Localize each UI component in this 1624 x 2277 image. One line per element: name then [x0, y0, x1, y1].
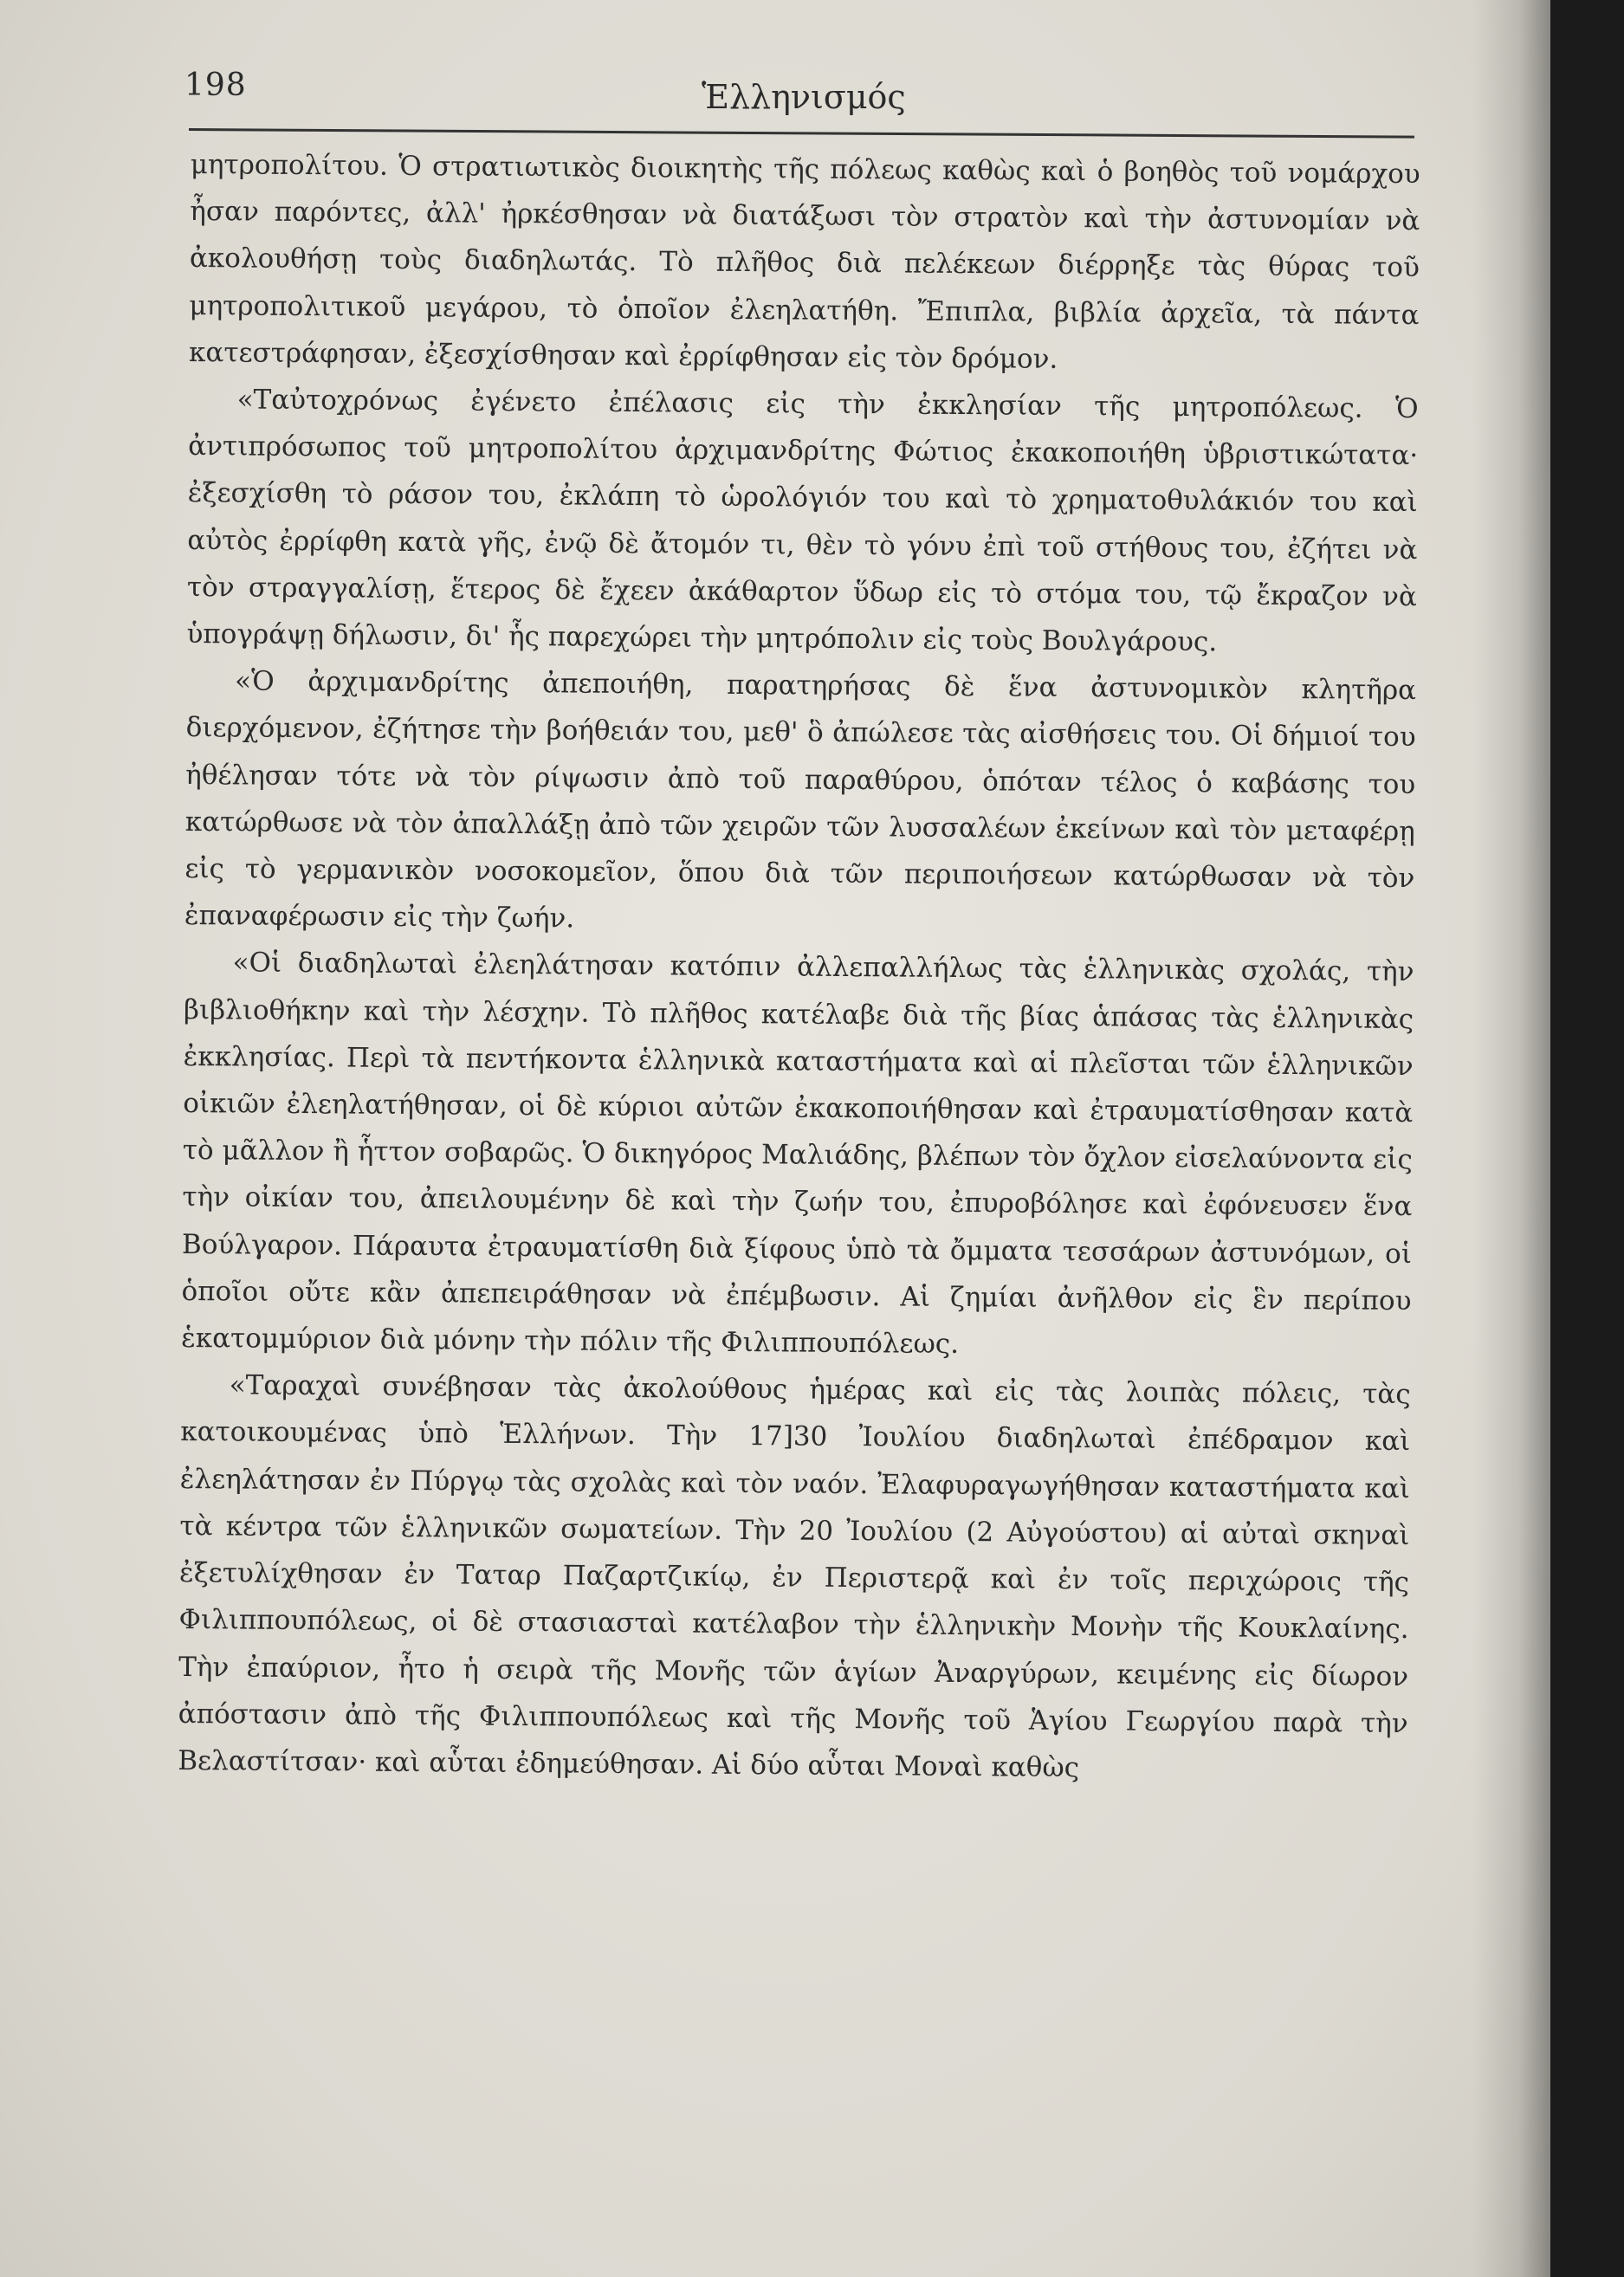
paragraph: μητροπολίτου. Ὁ στρατιωτικὸς διοικητὴς τῆς πόλεως καθὼς καὶ ὁ βοηθὸς τοῦ νομάρχου ἦσαν παρόντες, ἀλλ' ἠρκέσθησαν νὰ διατάξωσι τὸν στρατὸν καὶ τὴν ἀστυνομίαν νὰ ἀκολουθήσῃ τοὺς διαδηλωτάς. Τὸ πλῆθος διὰ πελέκεων διέρρηξε τὰς θύρας τοῦ μητροπολιτικοῦ μεγάρου, τὸ ὁποῖον ἐλεηλατήθη. Ἔπιπλα, βιβλία ἀρχεῖα, τὰ πάντα κατεστράφησαν, ἐξεσχίσθησαν καὶ ἐρρίφθησαν εἰς τὸν δρόμον. [188, 148, 1420, 375]
paragraph: «Ὁ ἀρχιμανδρίτης ἀπεποιήθη, παρατηρήσας δὲ ἕνα ἀστυνομικὸν κλητῆρα διερχόμενον, ἐζήτησε τὴν βοήθειάν του, μεθ' ὃ ἀπώλεσε τὰς αἰσθήσεις του. Οἱ δήμιοί του ἠθέλησαν τότε νὰ τὸν ρίψωσιν ἀπὸ τοῦ παραθύρου, ὁπόταν τέλος ὁ καβάσης του κατώρθωσε νὰ τὸν ἀπαλλάξῃ ἀπὸ τῶν χειρῶν τῶν λυσσαλέων ἐκείνων καὶ τὸν μεταφέρῃ εἰς τὸ γερμανικὸν νοσοκομεῖον, ὅπου διὰ τῶν περιποιήσεων κατώρθωσαν νὰ τὸν ἐπαναφέρωσιν εἰς τὴν ζωήν. [184, 665, 1417, 935]
paragraph: «Οἱ διαδηλωταὶ ἐλεηλάτησαν κατόπιν ἀλλεπαλλήλως τὰς ἑλληνικὰς σχολάς, τὴν βιβλιοθήκην καὶ τὴν λέσχην. Τὸ πλῆθος κατέλαβε διὰ τῆς βίας ἁπάσας τὰς ἑλληνικὰς ἐκκλησίας. Περὶ τὰ πεντήκοντα ἑλληνικὰ καταστήματα καὶ αἱ πλεῖσται τῶν ἑλληνικῶν οἰκιῶν ἐλεηλατήθησαν, οἱ δὲ κύριοι αὐτῶν ἐκακοποιήθησαν καὶ ἐτραυματίσθησαν κατὰ τὸ μᾶλλον ἢ ἧττον σοβαρῶς. Ὁ δικηγόρος Μαλιάδης, βλέπων τὸν ὄχλον εἰσελαύνοντα εἰς τὴν οἰκίαν του, ἀπειλουμένην δὲ καὶ τὴν ζωήν του, ἐπυροβόλησε καὶ ἐφόνευσεν ἕνα Βούλγαρον. Πάραυτα ἐτραυματίσθη διὰ ξίφους ὑπὸ τὰ ὄμματα τεσσάρων ἀστυνόμων, οἱ ὁποῖοι οὔτε κἂν ἀπεπειράθησαν νὰ ἐπέμβωσιν. Αἱ ζημίαι ἀνῆλθον εἰς ἓν περίπου ἑκατομμύριον διὰ μόνην τὴν πόλιν τῆς Φιλιππουπόλεως. [181, 947, 1414, 1361]
spine-shadow [1472, 0, 1550, 2277]
body-text [178, 141, 1420, 1794]
paragraph: «Ταραχαὶ συνέβησαν τὰς ἀκολούθους ἡμέρας καὶ εἰς τὰς λοιπὰς πόλεις, τὰς κατοικουμένας ὑπὸ Ἑλλήνων. Τὴν 17]30 Ἰουλίου διαδηλωταὶ ἐπέδραμον καὶ ἐλεηλάτησαν ἐν Πύργῳ τὰς σχολὰς καὶ τὸν ναόν. Ἐλαφυραγωγήθησαν καταστήματα καὶ τὰ κέντρα τῶν ἑλληνικῶν σωματείων. Τὴν 20 Ἰουλίου (2 Αὐγούστου) αἱ αὐταὶ σκηναὶ ἐξετυλίχθησαν ἐν Ταταρ Παζαρτζικίῳ, ἐν Περιστερᾷ καὶ ἐν τοῖς περιχώροις τῆς Φιλιππουπόλεως, οἱ δὲ στασιασταὶ κατέλαβον τὴν ἑλληνικὴν Μονὴν τῆς Κουκλαίνης. Τὴν ἐπαύριον, ἦτο ἡ σειρὰ τῆς Μονῆς τῶν ἁγίων Ἀναργύρων, κειμένης εἰς δίωρον ἀπόστασιν ἀπὸ τῆς Φιλιππουπόλεως καὶ τῆς Μονῆς τοῦ Ἁγίου Γεωργίου παρὰ τὴν Βελαστίτσαν· καὶ αὗται ἐδημεύθησαν. Αἱ δύο αὗται Μοναὶ καθὼς [178, 1369, 1411, 1784]
page-number: 198 [184, 68, 247, 103]
paragraph: «Ταὐτοχρόνως ἐγένετο ἐπέλασις εἰς τὴν ἐκκλησίαν τῆς μητροπόλεως. Ὁ ἀντιπρόσωπος τοῦ μητροπολίτου ἀρχιμανδρίτης Φώτιος ἐκακοποιήθη ὑβριστικώτατα· ἐξεσχίσθη τὸ ράσον του, ἐκλάπη τὸ ὡρολόγιόν του καὶ τὸ χρηματοθυλάκιόν του καὶ αὐτὸς ἐρρίφθη κατὰ γῆς, ἐνῷ δὲ ἄτομόν τι, θὲν τὸ γόνυ ἐπὶ τοῦ στήθους του, ἐζήτει νὰ τὸν στραγγαλίσῃ, ἕτερος δὲ ἔχεεν ἀκάθαρτον ὕδωρ εἰς τὸ στόμα του, τῷ ἔκραζον νὰ ὑπογράψῃ δήλωσιν, δι' ἧς παρεχώρει τὴν μητρόπολιν εἰς τοὺς Βουλγάρους. [186, 384, 1419, 658]
running-title: Ἑλληνισμός [702, 78, 906, 116]
header-rule [189, 128, 1414, 139]
